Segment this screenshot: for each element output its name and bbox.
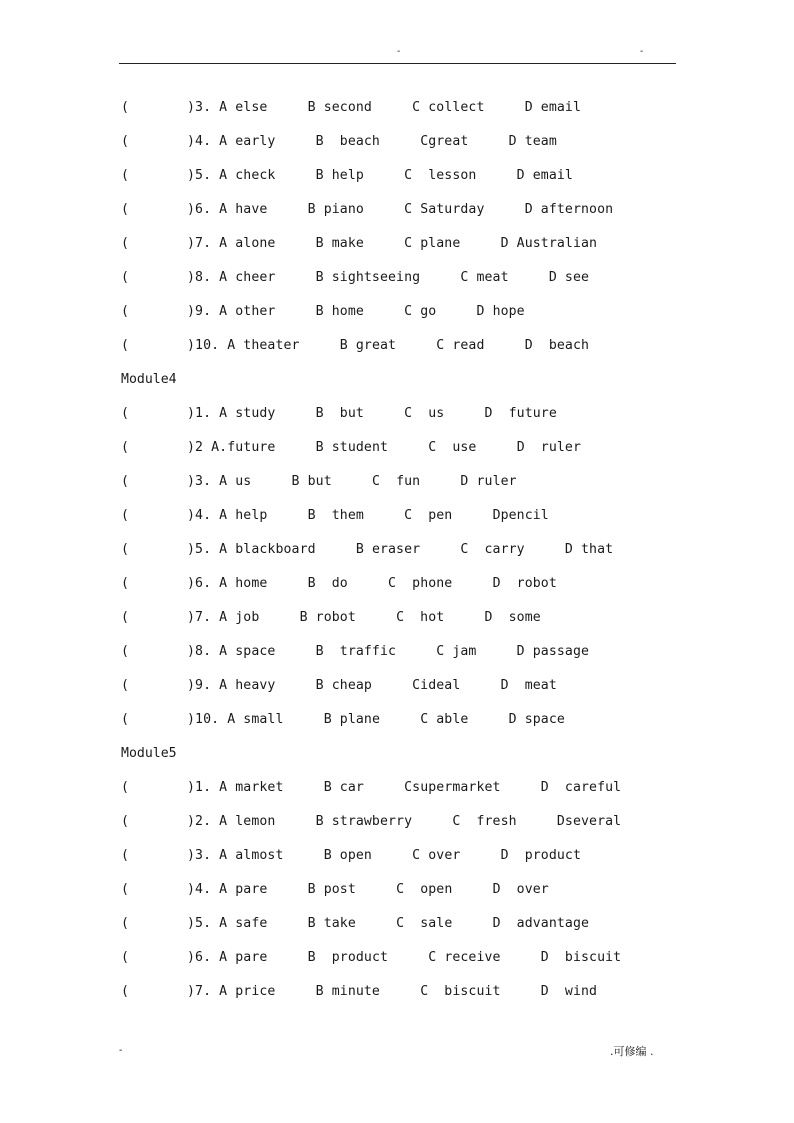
answer-option: C go — [404, 304, 437, 319]
answer-option: B student — [315, 440, 389, 455]
answer-option: C plane — [404, 236, 461, 251]
answer-option: C receive — [428, 950, 501, 965]
answer-option: D biscuit — [540, 950, 622, 965]
answer-option: C Saturday — [404, 202, 485, 217]
answer-option: B eraser — [355, 542, 421, 557]
answer-option: D ruler — [516, 440, 582, 455]
answer-option: A cheer — [219, 270, 276, 285]
answer-option: B help — [315, 168, 364, 183]
answer-blank[interactable]: ( — [121, 882, 130, 897]
answer-option: A lemon — [219, 814, 276, 829]
answer-blank[interactable]: ( — [121, 678, 130, 693]
answer-option: D afternoon — [524, 202, 614, 217]
answer-blank[interactable]: ( — [121, 644, 130, 659]
question-row — [121, 233, 681, 267]
answer-option: C biscuit — [420, 984, 501, 999]
answer-option: A early — [219, 134, 276, 149]
answer-option: A theater — [227, 338, 300, 353]
answer-option: A small — [227, 712, 284, 727]
exercise-content — [121, 97, 681, 1015]
question-number: )1. — [187, 406, 212, 421]
question-number: )8. — [187, 644, 212, 659]
answer-option: D advantage — [492, 916, 590, 931]
question-row — [121, 301, 681, 335]
answer-option: Cideal — [412, 678, 461, 693]
answer-option: D see — [548, 270, 590, 285]
answer-option: C collect — [412, 100, 485, 115]
answer-option: B great — [339, 338, 397, 353]
answer-option: A space — [219, 644, 276, 659]
answer-option: D team — [508, 134, 557, 149]
answer-option: C hot — [396, 610, 445, 625]
question-number: )6. — [187, 202, 212, 217]
answer-option: B car — [323, 780, 364, 795]
question-number: )4. — [187, 882, 212, 897]
answer-option: C fun — [371, 474, 421, 489]
question-number: )7. — [187, 610, 212, 625]
answer-blank[interactable]: ( — [121, 848, 130, 863]
question-number: )3. — [187, 100, 212, 115]
header-left-mark: - — [397, 46, 401, 57]
answer-blank[interactable]: ( — [121, 474, 130, 489]
answer-blank[interactable]: ( — [121, 338, 130, 353]
answer-option: Cgreat — [420, 134, 469, 149]
answer-option: D passage — [516, 644, 590, 659]
answer-blank[interactable]: ( — [121, 542, 130, 557]
question-number: )4. — [187, 508, 212, 523]
question-number: )7. — [187, 984, 212, 999]
answer-option: A price — [219, 984, 276, 999]
answer-option: C pen — [404, 508, 453, 523]
answer-option: D that — [564, 542, 614, 557]
question-row — [121, 165, 681, 199]
question-number: )3. — [187, 848, 212, 863]
question-row — [121, 471, 681, 505]
answer-option: B do — [307, 576, 348, 591]
question-number: )10. — [187, 712, 220, 727]
answer-blank[interactable]: ( — [121, 406, 130, 421]
answer-option: B traffic — [315, 644, 397, 659]
header-rule — [119, 63, 676, 64]
answer-option: A us — [219, 474, 252, 489]
answer-option: Dseveral — [556, 814, 622, 829]
question-row — [121, 709, 681, 743]
answer-option: B robot — [299, 610, 356, 625]
answer-option: C meat — [460, 270, 509, 285]
question-number: )8. — [187, 270, 212, 285]
answer-option: A safe — [219, 916, 268, 931]
answer-blank[interactable]: ( — [121, 916, 130, 931]
answer-option: D meat — [500, 678, 557, 693]
question-row — [121, 777, 681, 811]
answer-option: D hope — [476, 304, 525, 319]
answer-option: C jam — [436, 644, 477, 659]
question-row — [121, 675, 681, 709]
answer-option: C over — [412, 848, 461, 863]
answer-option: C lesson — [404, 168, 477, 183]
answer-option: B open — [323, 848, 372, 863]
answer-blank[interactable]: ( — [121, 780, 130, 795]
question-number: )3. — [187, 474, 212, 489]
answer-option: D future — [484, 406, 557, 421]
answer-option: A home — [219, 576, 268, 591]
answer-option: A help — [219, 508, 268, 523]
answer-option: C fresh — [452, 814, 517, 829]
question-number: )2. — [187, 814, 212, 829]
question-number: )9. — [187, 304, 212, 319]
answer-option: C phone — [388, 576, 453, 591]
answer-option: D ruler — [460, 474, 517, 489]
question-row — [121, 607, 681, 641]
answer-option: B home — [315, 304, 364, 319]
answer-blank[interactable]: ( — [121, 100, 130, 115]
question-number: )6. — [187, 576, 212, 591]
answer-option: C open — [396, 882, 453, 897]
question-row — [121, 845, 681, 879]
answer-option: A pare — [219, 950, 268, 965]
answer-option: B product — [307, 950, 389, 965]
answer-blank[interactable]: ( — [121, 814, 130, 829]
footer-left-mark: - — [119, 1045, 123, 1056]
answer-blank[interactable]: ( — [121, 440, 130, 455]
answer-blank[interactable]: ( — [121, 712, 130, 727]
question-number: )5. — [187, 168, 212, 183]
question-row — [121, 947, 681, 981]
answer-option: A.future — [211, 440, 276, 455]
answer-option: A alone — [219, 236, 276, 251]
question-row — [121, 131, 681, 165]
answer-option: D Australian — [500, 236, 598, 251]
answer-blank[interactable]: ( — [121, 270, 130, 285]
answer-option: B take — [307, 916, 356, 931]
question-row — [121, 913, 681, 947]
answer-blank[interactable]: ( — [121, 168, 130, 183]
module-heading: Module4 — [121, 372, 177, 387]
answer-blank[interactable]: ( — [121, 610, 130, 625]
answer-option: A blackboard — [219, 542, 316, 557]
answer-option: A check — [219, 168, 276, 183]
question-row — [121, 437, 681, 471]
answer-option: B but — [315, 406, 364, 421]
answer-option: B second — [307, 100, 372, 115]
question-row — [121, 879, 681, 913]
answer-blank[interactable]: ( — [121, 508, 130, 523]
answer-option: D some — [484, 610, 541, 625]
answer-blank[interactable]: ( — [121, 576, 130, 591]
answer-option: A have — [219, 202, 268, 217]
answer-option: B but — [291, 474, 332, 489]
answer-option: D email — [524, 100, 581, 115]
answer-blank[interactable]: ( — [121, 202, 130, 217]
question-row — [121, 641, 681, 675]
answer-option: C able — [420, 712, 469, 727]
answer-option: A else — [219, 100, 268, 115]
answer-option: D wind — [540, 984, 598, 999]
answer-option: D robot — [492, 576, 557, 591]
question-number: )2 — [187, 440, 204, 455]
question-number: )5. — [187, 916, 212, 931]
question-row — [121, 981, 681, 1015]
question-row — [121, 97, 681, 131]
answer-option: D beach — [524, 338, 590, 353]
question-number: )10. — [187, 338, 220, 353]
answer-option: A almost — [219, 848, 284, 863]
question-row — [121, 267, 681, 301]
answer-blank[interactable]: ( — [121, 984, 130, 999]
answer-option: C us — [404, 406, 445, 421]
question-row — [121, 811, 681, 845]
answer-option: B sightseeing — [315, 270, 421, 285]
question-row — [121, 539, 681, 573]
answer-option: A study — [219, 406, 276, 421]
question-row — [121, 403, 681, 437]
question-row — [121, 335, 681, 369]
answer-option: B cheap — [315, 678, 372, 693]
answer-option: B plane — [323, 712, 380, 727]
answer-blank[interactable]: ( — [121, 304, 130, 319]
question-number: )5. — [187, 542, 212, 557]
answer-option: B piano — [307, 202, 364, 217]
question-number: )4. — [187, 134, 212, 149]
answer-blank[interactable]: ( — [121, 950, 130, 965]
question-number: )7. — [187, 236, 212, 251]
answer-option: B minute — [315, 984, 380, 999]
answer-option: C read — [436, 338, 485, 353]
answer-option: C carry — [460, 542, 525, 557]
answer-option: C sale — [396, 916, 453, 931]
header-right-mark: - — [640, 46, 644, 57]
answer-blank[interactable]: ( — [121, 236, 130, 251]
answer-blank[interactable]: ( — [121, 134, 130, 149]
answer-option: A heavy — [219, 678, 276, 693]
footer-editable-note: .可修编 . — [610, 1045, 654, 1058]
answer-option: D careful — [540, 780, 622, 795]
answer-option: B make — [315, 236, 364, 251]
question-number: )9. — [187, 678, 212, 693]
answer-option: Dpencil — [492, 508, 549, 523]
answer-option: A other — [219, 304, 276, 319]
question-number: )1. — [187, 780, 212, 795]
answer-option: A job — [219, 610, 260, 625]
answer-option: Csupermarket — [404, 780, 501, 795]
answer-option: A market — [219, 780, 284, 795]
question-row — [121, 199, 681, 233]
answer-option: B post — [307, 882, 356, 897]
answer-option: C use — [428, 440, 477, 455]
question-number: )6. — [187, 950, 212, 965]
answer-option: D over — [492, 882, 549, 897]
answer-option: D email — [516, 168, 573, 183]
answer-option: A pare — [219, 882, 268, 897]
question-row — [121, 505, 681, 539]
module-heading: Module5 — [121, 746, 177, 761]
answer-option: B beach — [315, 134, 380, 149]
question-row — [121, 573, 681, 607]
answer-option: B strawberry — [315, 814, 413, 829]
answer-option: D space — [508, 712, 565, 727]
answer-option: B them — [307, 508, 364, 523]
answer-option: D product — [500, 848, 582, 863]
